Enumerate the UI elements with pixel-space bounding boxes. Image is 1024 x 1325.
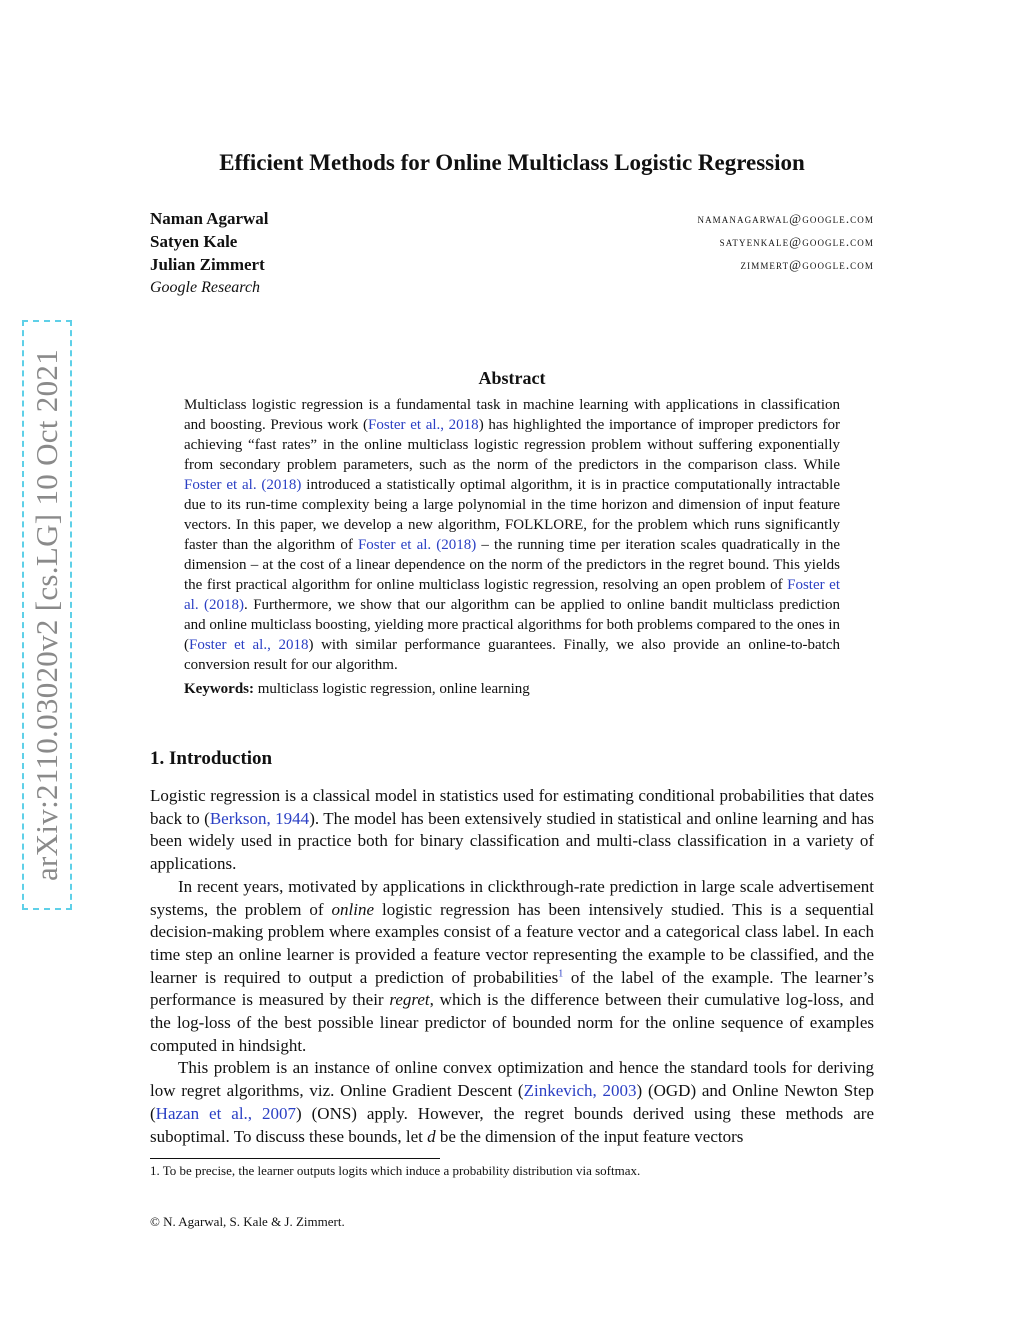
footnote-rule (150, 1158, 440, 1159)
text-run: Logistic regression is a classical model in statistics used for estimating conditional probabilities that dates back to ( (150, 786, 874, 828)
keywords-label: Keywords: (184, 681, 254, 697)
text-run: of the label of the example. The learner’s performance is measured by their (150, 967, 874, 1010)
text-run: In recent years, motivated by applications in clickthrough-rate prediction in large scale advertisement systems, the problem of (150, 876, 874, 919)
abstract (184, 368, 840, 699)
citation-link[interactable]: Berkson, 1944 (209, 808, 310, 828)
abstract-text-part: ) has highlighted the importance of improper predictors for achieving “fast rates” in the online multiclass logistic regression problem without suffering exponentially from secondary problem parameters, such as the norm of the predictors in the comparison class. While (184, 417, 841, 473)
abstract-text-part: . Furthermore, we show that our algorithm can be applied to online bandit multiclass prediction and online multiclass boosting, yielding more practical algorithms for both problems compared to the ones in ( (184, 597, 840, 653)
abstract-text-part: ) with similar performance guarantees. Finally, we also provide an online-to-batch conversion result for our algorithm. (184, 637, 841, 673)
abstract-text-part: Multiclass logistic regression is a fundamental task in machine learning with applications in classification and boosting. Previous work ( (184, 397, 840, 433)
keywords (184, 679, 840, 699)
author-email[interactable]: satyenkale@google.com (719, 234, 874, 249)
citation-link[interactable]: Hazan et al., 2007 (155, 1103, 297, 1123)
paragraph (150, 1057, 874, 1148)
abstract-heading: Abstract (478, 368, 546, 388)
abstract-text (184, 395, 840, 675)
section-heading: 1. Introduction (150, 748, 273, 769)
author-row (150, 253, 874, 276)
text-run: ). The model has been extensively studied in statistical and online learning and has been widely used in practice both for binary classification and multi-class classification in a variety of applications. (150, 808, 874, 874)
text-run: ) (OGD) and Online Newton Step ( (150, 1081, 874, 1123)
text-run: ) (ONS) apply. However, the regret bounds derived using these methods are suboptimal. To discuss these bounds, let (150, 1103, 875, 1146)
arxiv-stamp[interactable] (22, 320, 72, 910)
copyright: © N. Agarwal, S. Kale & J. Zimmert. (150, 1214, 345, 1229)
emphasis: regret (389, 990, 430, 1010)
author-email[interactable]: namanagarwal@google.com (697, 211, 874, 226)
citation-link[interactable]: Foster et al. (2018) (357, 537, 477, 553)
introduction-body (150, 785, 874, 1148)
author-block (150, 207, 874, 299)
arxiv-id: arXiv:2110.03020v2 [cs.LG] 10 Oct 2021 (29, 349, 64, 881)
paper-title: Efficient Methods for Online Multiclass Logistic Regression (219, 150, 805, 175)
author-name: Satyen Kale (150, 232, 238, 251)
footnote: 1. To be precise, the learner outputs logits which induce a probability distribution via softmax. (150, 1163, 641, 1178)
paragraph (150, 876, 874, 1058)
author-name: Naman Agarwal (150, 209, 269, 228)
citation-link[interactable]: Foster et al., 2018 (189, 637, 309, 653)
text-run: This problem is an instance of online convex optimization and hence the standard tools for deriving low regret algorithms, viz. Online Gradient Descent ( (150, 1058, 874, 1101)
abstract-text-part: – the running time per iteration scales quadratically in the dimension – at the cost of a linear dependence on the norm of the predictors in the regret bound. This yields the first practical algorithm for online multiclass logistic regression, resolving an open problem of (184, 537, 841, 593)
author-row (150, 230, 874, 253)
author-email[interactable]: zimmert@google.com (740, 257, 874, 272)
emphasis: online (331, 899, 375, 919)
citation-link[interactable]: Foster et al. (2018) (184, 477, 302, 493)
citation-link[interactable]: Zinkevich, 2003 (523, 1081, 637, 1101)
math-variable: d (427, 1126, 436, 1146)
affiliation: Google Research (150, 279, 261, 296)
text-run: be the dimension of the input feature vectors (435, 1126, 744, 1146)
text-run: logistic regression has been intensively studied. This is a sequential decision-making problem where examples consist of a feature vector and a categorical class label. In each time step an online learner is provided a feature vector representing the example to be classified, and the learner is required to output a prediction of probabilities (150, 899, 875, 987)
abstract-text-part: introduced a statistically optimal algorithm, it is in practice computationally intractable due to its run-time complexity being a large polynomial in the time horizon and dimension of input feature vectors. In this paper, we develop a new algorithm, FOLKLORE, for the problem which runs significantly faster than the algorithm of (184, 477, 840, 553)
text-run: , which is the difference between their cumulative log-loss, and the log-loss of the best possible linear predictor of bounded norm for the online sequence of examples computed in hindsight. (150, 990, 874, 1055)
footnote-marker[interactable]: 1 (558, 967, 564, 979)
author-row (150, 207, 874, 230)
citation-link[interactable]: Foster et al., 2018 (368, 417, 479, 433)
citation-link[interactable]: Foster et al. (2018) (184, 577, 840, 613)
keywords-list: multiclass logistic regression, online learning (257, 681, 530, 697)
paragraph (150, 785, 874, 876)
author-name: Julian Zimmert (150, 255, 265, 274)
